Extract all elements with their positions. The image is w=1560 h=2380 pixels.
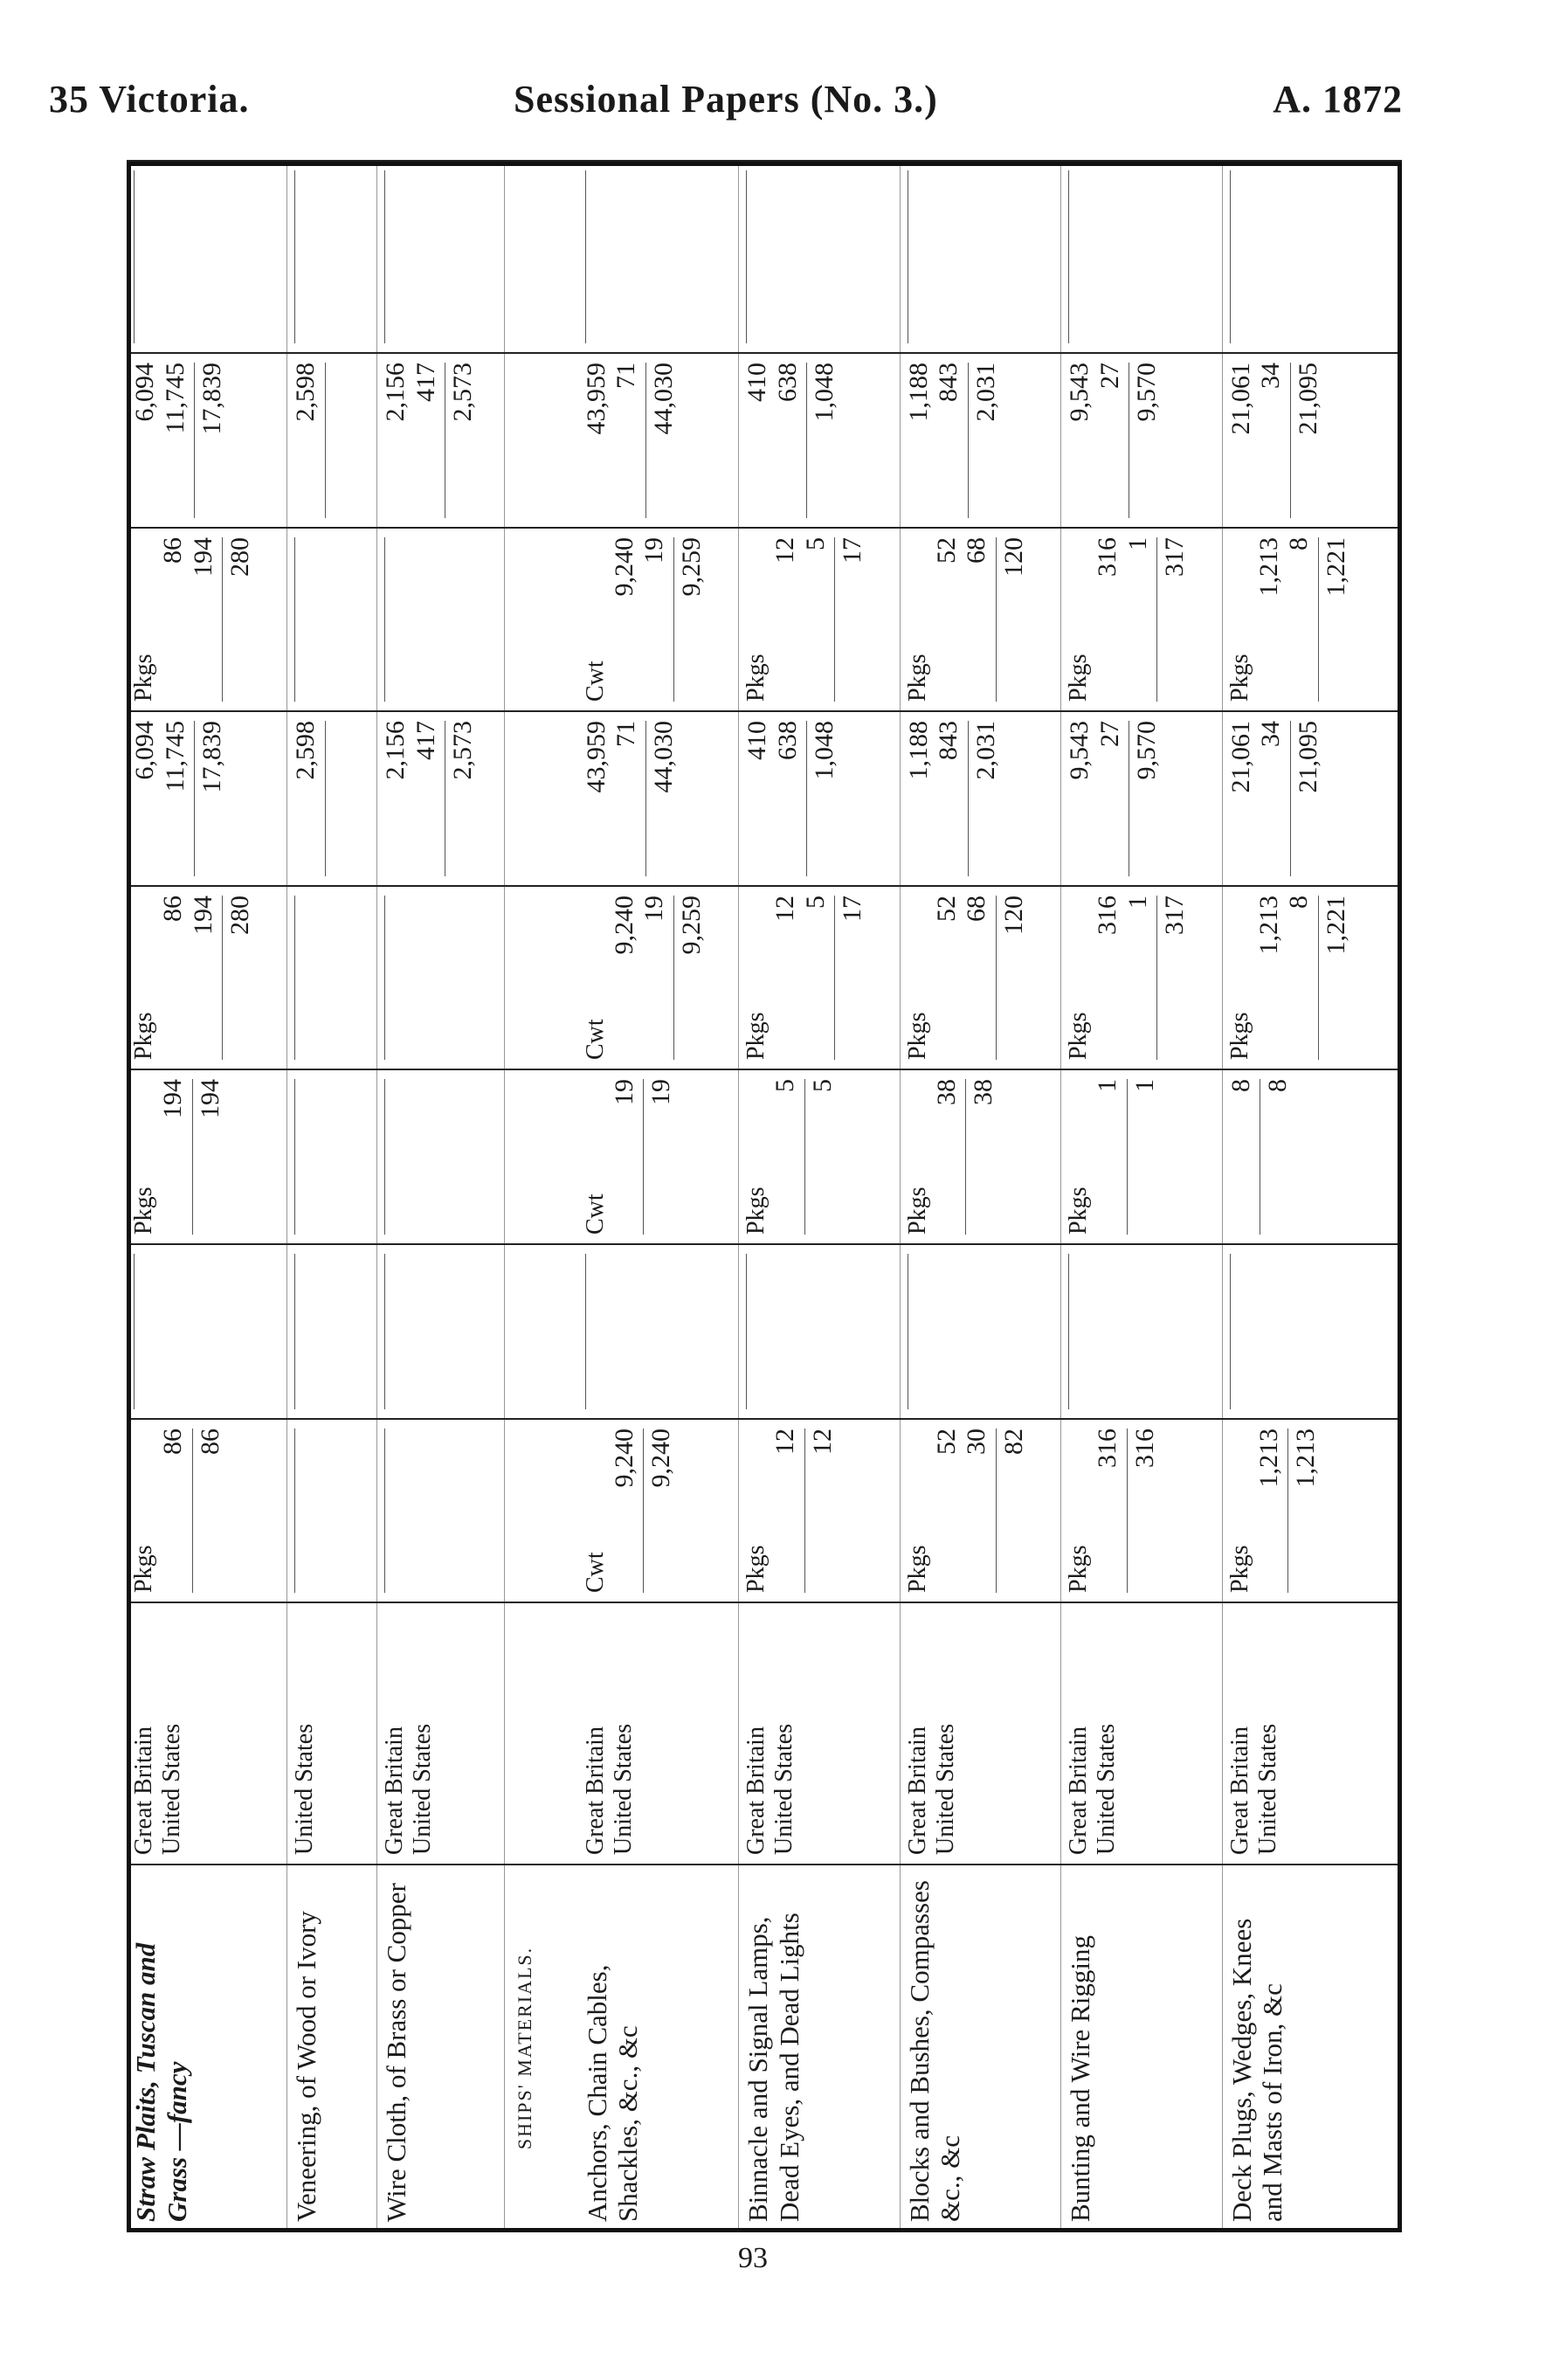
value: 1: [1122, 896, 1152, 909]
value-cell-c2: [287, 1244, 377, 1419]
row-total: [1230, 170, 1233, 343]
row-total: 44,030: [645, 721, 680, 876]
empty-cell: [504, 528, 578, 711]
value-cell-c5: [739, 711, 900, 886]
value-cell-c5: [1222, 711, 1401, 886]
countries-cell: [739, 1602, 900, 1865]
article-cell: [739, 1865, 900, 2231]
countries-cell: [377, 1602, 505, 1865]
value-cell-c6: [900, 528, 1060, 711]
row-total: [294, 896, 298, 1060]
imports-table: [127, 160, 1402, 2232]
row-total: [384, 537, 388, 702]
value: 5: [770, 1079, 800, 1092]
value: 316: [1093, 896, 1122, 935]
value: 9,543: [1065, 363, 1094, 422]
value: 410: [742, 721, 772, 760]
value: 86: [158, 537, 188, 564]
value-cell-c3: [287, 1069, 377, 1244]
value: 21,061: [1225, 721, 1255, 793]
unit-label: Cwt: [581, 661, 609, 702]
row-total: 44,030: [645, 363, 680, 518]
value: 43,959: [581, 721, 611, 793]
unit-label: Cwt: [581, 1019, 609, 1060]
value: 9,543: [1065, 721, 1094, 780]
country-name: Great Britain: [903, 1726, 931, 1855]
article-name: Bunting and Wire Rigging: [1065, 1935, 1096, 2222]
row-total: [1068, 170, 1072, 343]
row-total: 8: [1260, 1079, 1294, 1235]
article-name: Wire Cloth, of Brass or Copper: [381, 1883, 412, 2222]
value-cell-c3: [739, 1069, 900, 1244]
unit-label: Pkgs: [903, 1545, 931, 1593]
value-cell-c3: [900, 1069, 1060, 1244]
value: 1: [1122, 537, 1152, 550]
row-total: [384, 170, 388, 343]
header-session: 35 Victoria.: [49, 78, 250, 121]
article-name: Veneering, of Wood or Ivory: [291, 1911, 322, 2222]
value-cell-c1: [578, 1419, 739, 1602]
row-total: 280: [222, 896, 256, 1060]
country-name: Great Britain: [130, 1726, 157, 1855]
value-cell-c7: [1222, 353, 1401, 528]
row-total: [585, 1254, 589, 1409]
value: 6,094: [130, 721, 159, 780]
value: 68: [962, 537, 991, 564]
row-total: 5: [804, 1079, 839, 1235]
value-cell-c8: [377, 161, 505, 353]
row-total: 9,259: [673, 896, 708, 1060]
value-cell-c4: [739, 886, 900, 1069]
value-cell-c4: [900, 886, 1060, 1069]
value: 12: [770, 896, 800, 922]
value-cell-c2: [127, 1244, 287, 1419]
unit-label: Pkgs: [130, 1012, 157, 1060]
country-name: United States: [1253, 1723, 1281, 1855]
value: 30: [962, 1429, 991, 1455]
value-cell-c5: [377, 711, 505, 886]
value-cell-c3: [377, 1069, 505, 1244]
row-total: [384, 1254, 388, 1409]
value-cell-c4: [578, 886, 739, 1069]
country-name: United States: [291, 1723, 319, 1855]
value-cell-c3: [1222, 1069, 1401, 1244]
value: 638: [772, 363, 802, 402]
value: 417: [411, 363, 440, 402]
country-name: United States: [158, 1723, 186, 1855]
value: 2,156: [381, 363, 411, 422]
value-cell-c7: [127, 353, 287, 528]
value: 5: [800, 896, 830, 909]
row-total: 1,221: [1318, 896, 1352, 1060]
value: 8: [1284, 537, 1314, 550]
value-cell-c2: [578, 1244, 739, 1419]
empty-cell: [504, 161, 578, 353]
article-cell: [127, 1865, 287, 2231]
value: 194: [188, 896, 217, 935]
value: 9,240: [609, 896, 638, 955]
row-total: 9,570: [1129, 721, 1163, 876]
empty-cell: [504, 1069, 578, 1244]
value-cell-c6: [739, 528, 900, 711]
value-cell-c8: [1061, 161, 1222, 353]
row-total: [325, 721, 328, 876]
section-row: [504, 161, 578, 2231]
country-name: Great Britain: [381, 1726, 409, 1855]
article-cell: [287, 1865, 377, 2231]
value-cell-c8: [127, 161, 287, 353]
article-cell: [900, 1865, 1060, 2231]
article-name: Straw Plaits, Tuscan and Grass —fancy: [130, 1942, 192, 2222]
value-cell-c8: [287, 161, 377, 353]
unit-label: Pkgs: [130, 1187, 157, 1235]
value: 34: [1256, 363, 1286, 389]
row-total: [325, 363, 328, 518]
row-total: [384, 896, 388, 1060]
empty-cell: [504, 1244, 578, 1419]
value-cell-c6: [377, 528, 505, 711]
unit-label: Pkgs: [1225, 1545, 1253, 1593]
unit-label: Pkgs: [903, 1187, 931, 1235]
section-title: SHIPS' MATERIALS.: [513, 1946, 535, 2150]
row-total: 2,031: [968, 721, 1002, 876]
row-total: [384, 1429, 388, 1593]
article-cell: [1061, 1865, 1222, 2231]
rotated-table-area: [127, 162, 1402, 2232]
table-row: [1222, 161, 1401, 2231]
value: 8: [1284, 896, 1314, 909]
value: 843: [934, 721, 963, 760]
value-cell-c6: [1222, 528, 1401, 711]
row-total: 17: [834, 896, 868, 1060]
value-cell-c1: [900, 1419, 1060, 1602]
unit-label: Pkgs: [1065, 1545, 1093, 1593]
row-total: 38: [965, 1079, 999, 1235]
empty-cell: [504, 886, 578, 1069]
value-cell-c4: [127, 886, 287, 1069]
row-total: 9,570: [1129, 363, 1163, 518]
value-cell-c2: [900, 1244, 1060, 1419]
row-total: [294, 1079, 298, 1235]
value-cell-c5: [578, 711, 739, 886]
value: 27: [1094, 721, 1124, 747]
value-cell-c7: [1061, 353, 1222, 528]
value: 2,598: [291, 721, 321, 780]
row-total: 120: [996, 537, 1030, 702]
value: 9,240: [609, 537, 638, 597]
unit-label: Pkgs: [1065, 654, 1093, 702]
row-total: 21,095: [1290, 363, 1324, 518]
row-total: 1,221: [1318, 537, 1352, 702]
unit-label: Pkgs: [130, 654, 157, 702]
table-row: [377, 161, 505, 2231]
value-cell-c1: [287, 1419, 377, 1602]
unit-label: Pkgs: [1065, 1187, 1093, 1235]
value-cell-c7: [739, 353, 900, 528]
value: 19: [609, 1079, 638, 1105]
table-row: [739, 161, 900, 2231]
article-name: Binnacle and Signal Lamps, Dead Eyes, and Dead Lights: [742, 1913, 804, 2222]
value: 194: [158, 1079, 188, 1118]
unit-label: Pkgs: [130, 1545, 157, 1593]
row-total: [1230, 1254, 1233, 1409]
unit-label: Pkgs: [1225, 654, 1253, 702]
value-cell-c7: [377, 353, 505, 528]
value-cell-c4: [377, 886, 505, 1069]
unit-label: Pkgs: [742, 1012, 770, 1060]
row-total: 120: [996, 896, 1030, 1060]
table-row: [287, 161, 377, 2231]
page-number: 93: [738, 2242, 768, 2274]
value: 1,188: [903, 363, 933, 422]
unit-label: Pkgs: [1225, 1012, 1253, 1060]
table-row: [900, 161, 1060, 2231]
row-total: [384, 1079, 388, 1235]
value-cell-c8: [578, 161, 739, 353]
value: 52: [931, 896, 961, 922]
value-cell-c5: [900, 711, 1060, 886]
countries-cell: [127, 1602, 287, 1865]
unit-label: Cwt: [581, 1552, 609, 1593]
row-total: 21,095: [1290, 721, 1324, 876]
row-total: [908, 1254, 911, 1409]
value: 71: [611, 721, 641, 747]
article-name: Blocks and Bushes, Compasses &c., &c: [903, 1880, 966, 2222]
row-total: [294, 1429, 298, 1593]
value: 27: [1094, 363, 1124, 389]
value-cell-c8: [1222, 161, 1401, 353]
row-total: [746, 170, 749, 343]
value: 9,240: [609, 1429, 638, 1488]
empty-cell: [504, 711, 578, 886]
unit-label: Pkgs: [1065, 1012, 1093, 1060]
value: 38: [931, 1079, 961, 1105]
value-cell-c1: [377, 1419, 505, 1602]
row-total: 82: [996, 1429, 1030, 1593]
row-total: 316: [1127, 1429, 1161, 1593]
row-total: 1: [1127, 1079, 1161, 1235]
value: 410: [742, 363, 772, 402]
table-row: [578, 161, 739, 2231]
value-cell-c1: [127, 1419, 287, 1602]
value-cell-c2: [1222, 1244, 1401, 1419]
country-name: United States: [770, 1723, 798, 1855]
row-total: 17: [834, 537, 868, 702]
article-cell: [1222, 1865, 1401, 2231]
value: 1,213: [1253, 896, 1283, 955]
article-name: Anchors, Chain Cables, Shackles, &c., &c: [581, 1964, 644, 2222]
value: 12: [770, 537, 800, 564]
value: 11,745: [160, 363, 190, 434]
countries-cell: [287, 1602, 377, 1865]
value-cell-c5: [1061, 711, 1222, 886]
article-name: Deck Plugs, Wedges, Knees and Masts of Iron, &c: [1225, 1918, 1288, 2222]
value-cell-c6: [1061, 528, 1222, 711]
value-cell-c6: [127, 528, 287, 711]
row-total: 2,573: [445, 721, 479, 876]
row-total: 86: [192, 1429, 226, 1593]
value-cell-c2: [1061, 1244, 1222, 1419]
row-total: [908, 170, 911, 343]
value: 19: [639, 537, 669, 564]
value-cell-c3: [1061, 1069, 1222, 1244]
unit-label: Pkgs: [742, 654, 770, 702]
value-cell-c4: [287, 886, 377, 1069]
row-total: 194: [192, 1079, 226, 1235]
value-cell-c4: [1222, 886, 1401, 1069]
value-cell-c3: [578, 1069, 739, 1244]
countries-cell: [900, 1602, 1060, 1865]
value-cell-c1: [1061, 1419, 1222, 1602]
row-total: [585, 170, 589, 343]
article-cell: [578, 1865, 739, 2231]
countries-cell: [1222, 1602, 1401, 1865]
value: 417: [411, 721, 440, 760]
value-cell-c8: [900, 161, 1060, 353]
table-body: [127, 161, 1402, 2231]
countries-cell: [1061, 1602, 1222, 1865]
value: 71: [611, 363, 641, 389]
value: 19: [639, 896, 669, 922]
value-cell-c8: [739, 161, 900, 353]
row-total: 9,259: [673, 537, 708, 702]
unit-label: Cwt: [581, 1193, 609, 1235]
value-cell-c5: [127, 711, 287, 886]
row-total: 2,573: [445, 363, 479, 518]
value: 21,061: [1225, 363, 1255, 435]
row-total: 17,839: [194, 721, 228, 876]
value-cell-c6: [287, 528, 377, 711]
value: 52: [931, 1429, 961, 1455]
section-cell: [504, 1865, 578, 2231]
row-total: [746, 1254, 749, 1409]
value: 1,188: [903, 721, 933, 780]
value: 6,094: [130, 363, 159, 422]
value-cell-c1: [1222, 1419, 1401, 1602]
value: 11,745: [160, 721, 190, 792]
value: 52: [931, 537, 961, 564]
country-name: Great Britain: [1225, 1726, 1253, 1855]
value-cell-c1: [739, 1419, 900, 1602]
value: 8: [1225, 1079, 1255, 1092]
table-row: [127, 161, 287, 2231]
country-name: Great Britain: [1065, 1726, 1093, 1855]
value: 2,156: [381, 721, 411, 780]
empty-cell: [504, 1602, 578, 1865]
value: 86: [158, 1429, 188, 1455]
value: 1,213: [1253, 537, 1283, 597]
value: 1: [1093, 1079, 1122, 1092]
value: 316: [1093, 1429, 1122, 1468]
row-total: 317: [1156, 896, 1191, 1060]
row-total: 1,048: [806, 363, 840, 518]
unit-label: Pkgs: [742, 1187, 770, 1235]
country-name: Great Britain: [742, 1726, 770, 1855]
unit-label: Pkgs: [742, 1545, 770, 1593]
empty-cell: [504, 353, 578, 528]
countries-cell: [578, 1602, 739, 1865]
row-total: 1,213: [1287, 1429, 1322, 1593]
value-cell-c5: [287, 711, 377, 886]
row-total: [294, 537, 298, 702]
unit-label: Pkgs: [903, 654, 931, 702]
value: 43,959: [581, 363, 611, 435]
row-total: 19: [643, 1079, 677, 1235]
header-year: A. 1872: [1273, 78, 1403, 121]
value: 194: [188, 537, 217, 577]
country-name: United States: [1093, 1723, 1121, 1855]
country-name: Great Britain: [581, 1726, 609, 1855]
country-name: United States: [609, 1723, 637, 1855]
empty-cell: [504, 1419, 578, 1602]
row-total: 2,031: [968, 363, 1002, 518]
row-total: 280: [222, 537, 256, 702]
row-total: [134, 1254, 137, 1409]
value: 316: [1093, 537, 1122, 577]
table-row: [1061, 161, 1222, 2231]
row-total: [134, 170, 137, 343]
unit-label: Pkgs: [903, 1012, 931, 1060]
row-total: [1068, 1254, 1072, 1409]
value-cell-c7: [900, 353, 1060, 528]
header-title: Sessional Papers (No. 3.): [514, 78, 938, 121]
value-cell-c2: [739, 1244, 900, 1419]
value: 86: [158, 896, 188, 922]
value-cell-c2: [377, 1244, 505, 1419]
value: 638: [772, 721, 802, 760]
value: 68: [962, 896, 991, 922]
value: 1,213: [1253, 1429, 1283, 1488]
row-total: 9,240: [643, 1429, 677, 1593]
row-total: 12: [804, 1429, 839, 1593]
country-name: United States: [409, 1723, 437, 1855]
row-total: 1,048: [806, 721, 840, 876]
row-total: [294, 1254, 298, 1409]
article-cell: [377, 1865, 505, 2231]
row-total: 317: [1156, 537, 1191, 702]
value-cell-c7: [578, 353, 739, 528]
value: 5: [800, 537, 830, 550]
country-name: United States: [931, 1723, 959, 1855]
value: 2,598: [291, 363, 321, 422]
value: 12: [770, 1429, 800, 1455]
row-total: 17,839: [194, 363, 228, 518]
value-cell-c6: [578, 528, 739, 711]
value: 843: [934, 363, 963, 402]
value-cell-c3: [127, 1069, 287, 1244]
value: 34: [1256, 721, 1286, 747]
rotated-table: [127, 162, 1402, 2232]
value-cell-c7: [287, 353, 377, 528]
row-total: [294, 170, 298, 343]
value-cell-c4: [1061, 886, 1222, 1069]
